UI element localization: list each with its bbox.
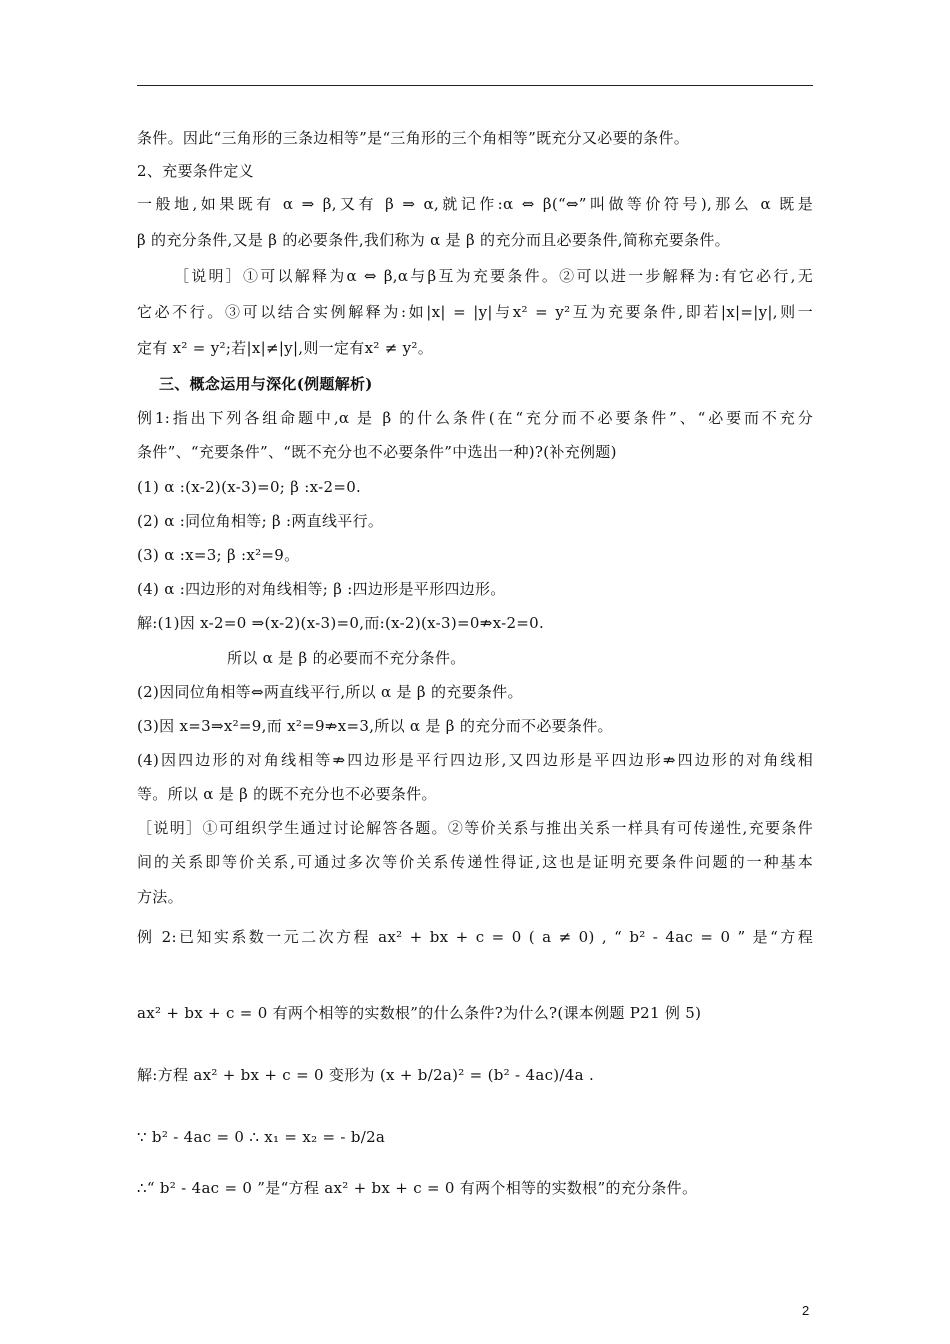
- note-line: ［说明］①可组织学生通过讨论解答各题。②等价关系与推出关系一样具有可传递性,充要条件: [137, 819, 813, 837]
- text-line: 定有 x² = y²;若|x|≠|y|,则一定有x² ≠ y²。: [137, 339, 434, 357]
- header-rule: [137, 85, 813, 86]
- text-line: 条件”、“充要条件”、“既不充分也不必要条件”中选出一种)?(补充例题): [137, 443, 617, 461]
- text-line: 所以 α 是 β 的必要而不充分条件。: [227, 649, 466, 667]
- text-line: 方法。: [137, 888, 183, 906]
- text-line: 解:方程 ax² + bx + c = 0 变形为 (x + b/2a)² = (b² - 4ac)/4a .: [137, 1066, 595, 1084]
- text-line: ∵ b² - 4ac = 0 ∴ x₁ = x₂ = - b/2a: [137, 1128, 386, 1146]
- text-line: 间的关系即等价关系,可通过多次等价关系传递性得证,这也是证明充要条件问题的一种基本: [137, 853, 813, 871]
- text-line: 条件。因此“三角形的三条边相等”是“三角形的三个角相等”既充分又必要的条件。: [137, 129, 690, 147]
- text-line: 它必不行。③可以结合实例解释为:如|x| = |y|与x² = y²互为充要条件,即若|x|=|y|,则一: [137, 303, 813, 321]
- note-line: ［说明］①可以解释为α ⇔ β,α与β互为充要条件。②可以进一步解释为:有它必行,无: [174, 267, 813, 285]
- section-heading: 2、充要条件定义: [137, 162, 254, 180]
- text-line: ax² + bx + c = 0 有两个相等的实数根”的什么条件?为什么?(课本例题 P21 例 5): [137, 1004, 702, 1022]
- text-line: β 的充分条件,又是 β 的必要条件,我们称为 α 是 β 的充分而且必要条件,简称充要条件。: [137, 231, 730, 249]
- page-number: 2: [802, 1303, 810, 1318]
- list-item: (2) α :同位角相等; β :两直线平行。: [137, 512, 384, 530]
- list-item: (1) α :(x-2)(x-3)=0; β :x-2=0.: [137, 478, 362, 496]
- text-line: ∴“ b² - 4ac = 0 ”是“方程 ax² + bx + c = 0 有两个相等的实数根”的充分条件。: [137, 1179, 698, 1197]
- text-line: (4)因四边形的对角线相等⇏四边形是平行四边形,又四边形是平四边形⇏四边形的对角线相: [137, 751, 813, 769]
- text-line: 等。所以 α 是 β 的既不充分也不必要条件。: [137, 785, 437, 803]
- list-item: (3) α :x=3; β :x²=9。: [137, 546, 300, 564]
- text-line: 例 2:已知实系数一元二次方程 ax² + bx + c = 0 ( a ≠ 0) , “ b² - 4ac = 0 ” 是“方程: [137, 928, 813, 946]
- text-line: (3)因 x=3⇒x²=9,而 x²=9⇏x=3,所以 α 是 β 的充分而不必要条件。: [137, 717, 613, 735]
- section-heading: 三、概念运用与深化(例题解析): [159, 375, 373, 393]
- text-line: 解:(1)因 x-2=0 ⇒(x-2)(x-3)=0,而:(x-2)(x-3)=0⇏x-2=0.: [137, 614, 545, 632]
- text-line: 例1:指出下列各组命题中,α 是 β 的什么条件(在“充分而不必要条件”、“必要而不充分: [137, 409, 813, 427]
- text-line: (2)因同位角相等⇔两直线平行,所以 α 是 β 的充要条件。: [137, 683, 523, 701]
- text-line: 一般地,如果既有 α ⇒ β,又有 β ⇒ α,就记作:α ⇔ β(“⇔”叫做等价符号),那么 α 既是: [137, 195, 813, 213]
- list-item: (4) α :四边形的对角线相等; β :四边形是平形四边形。: [137, 580, 506, 598]
